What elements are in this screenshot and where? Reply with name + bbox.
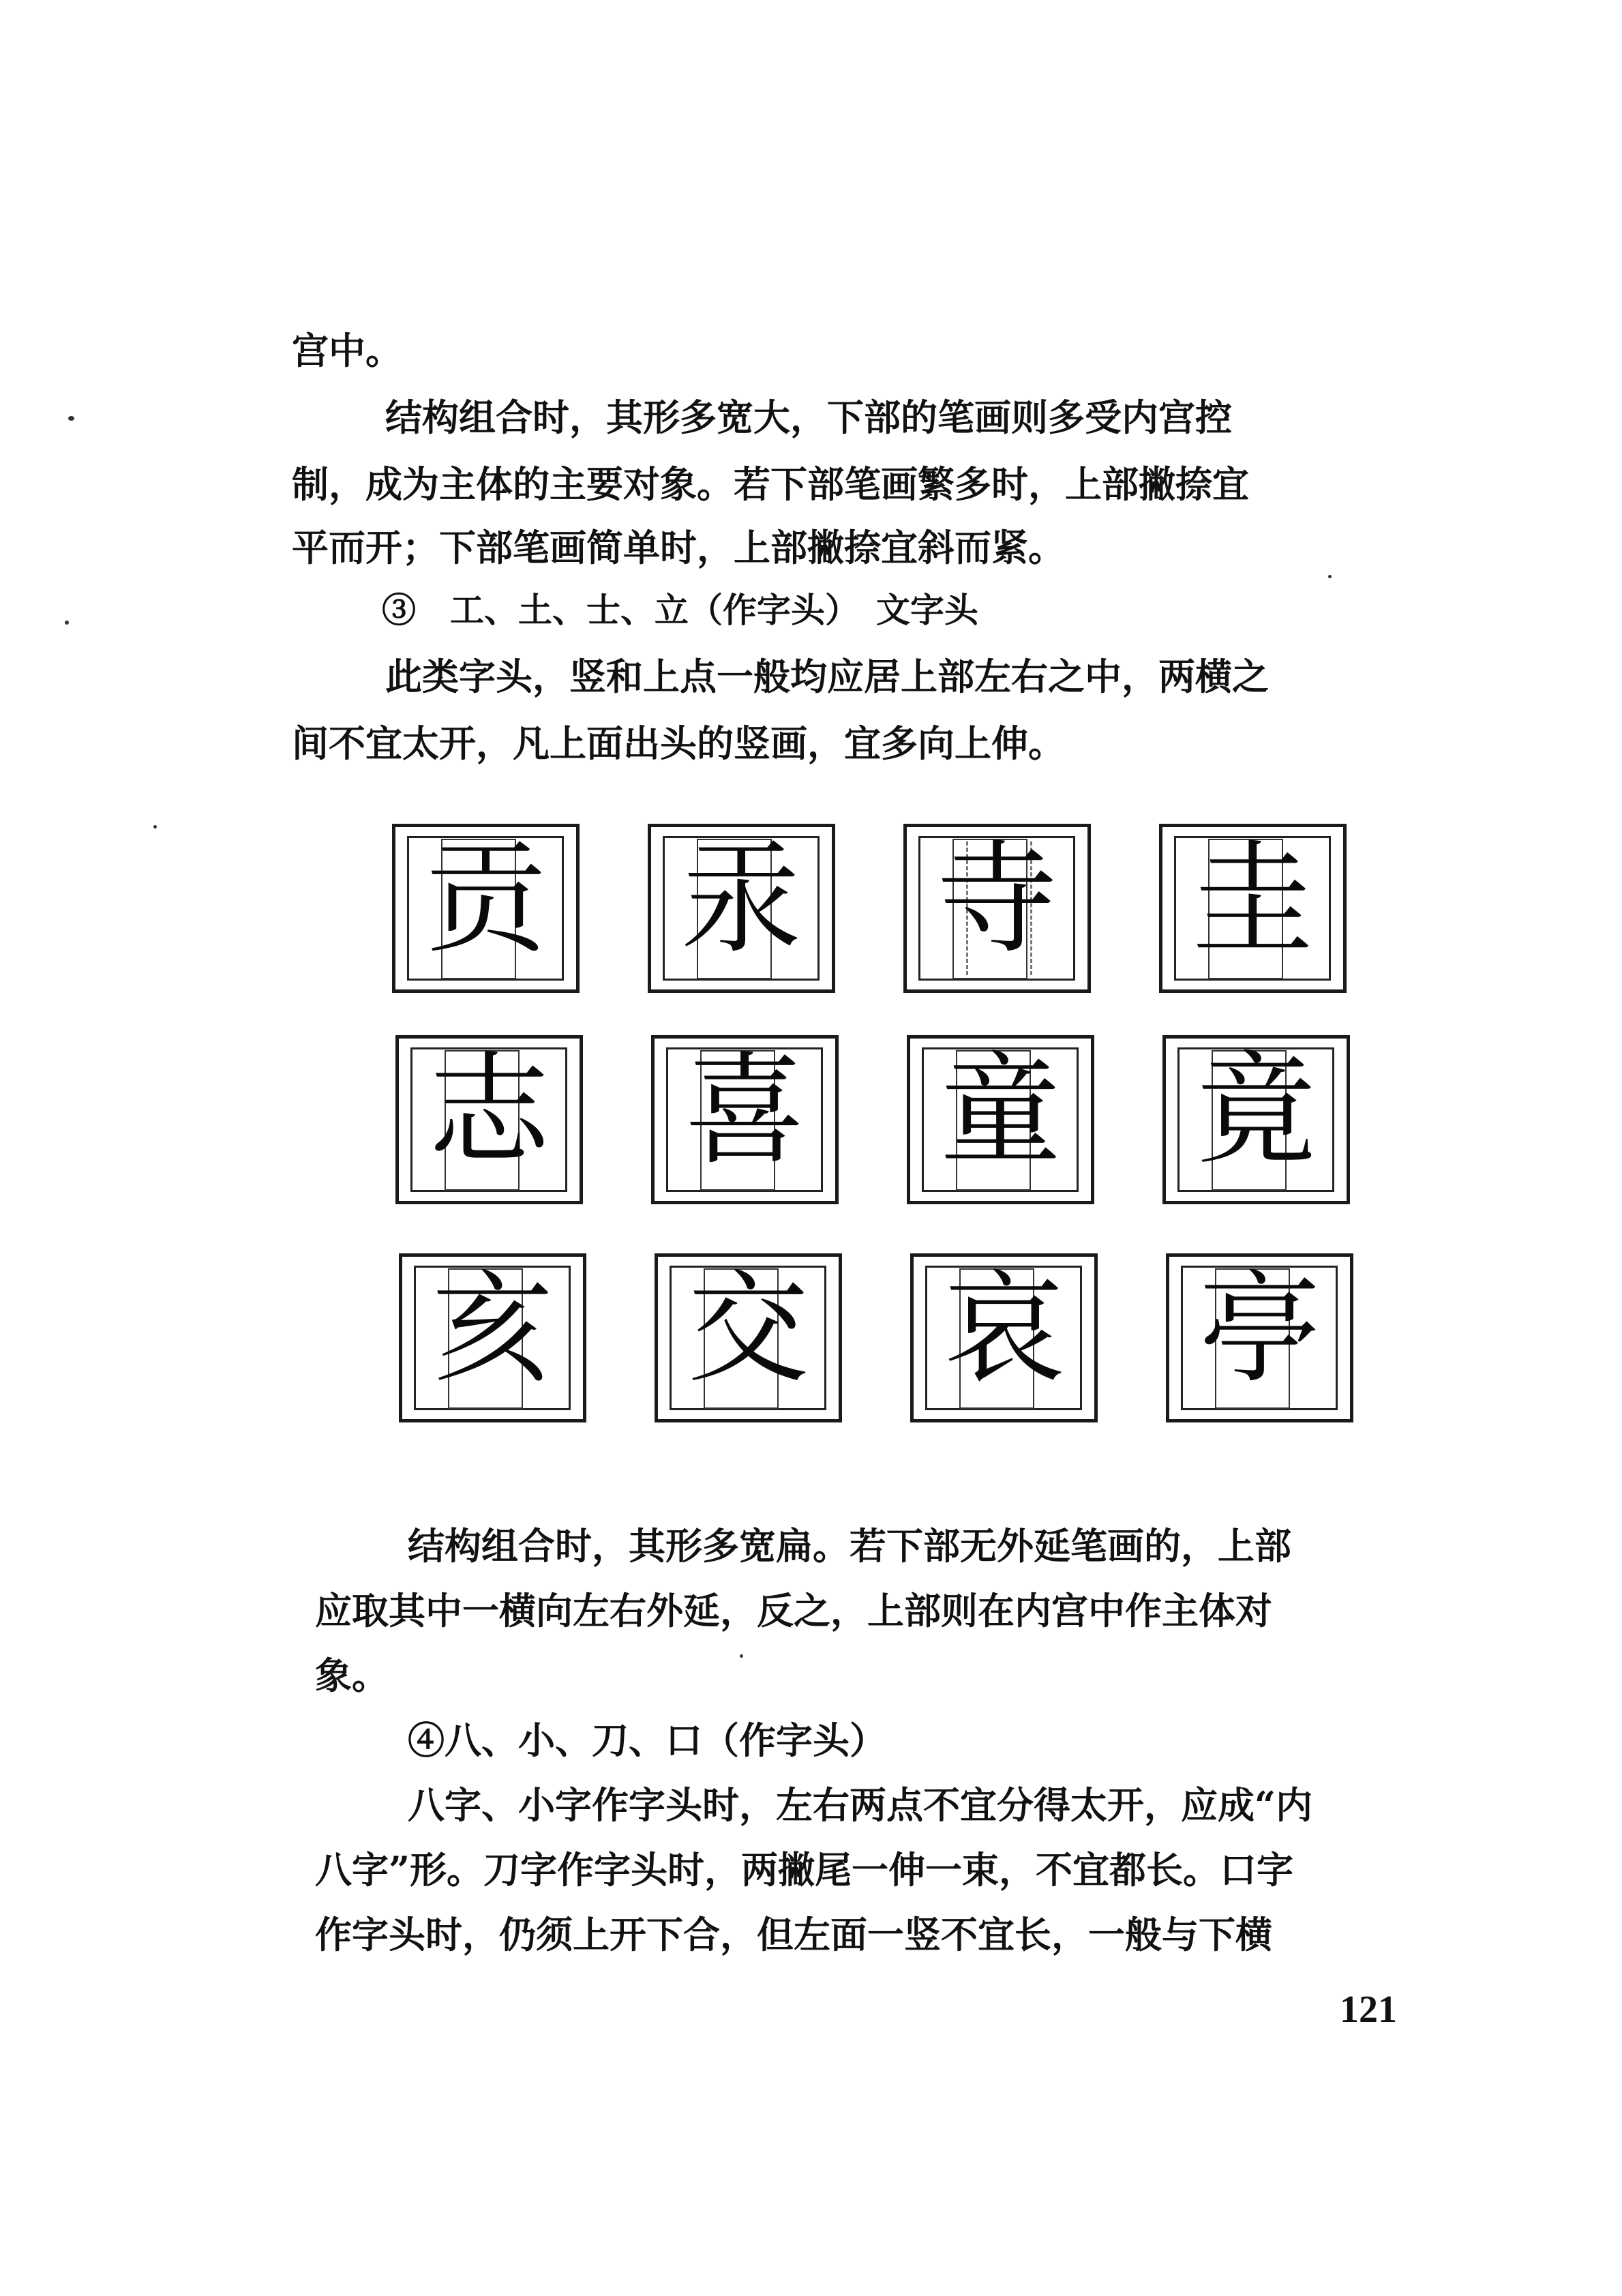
example-cell	[1162, 1035, 1350, 1204]
scan-speck	[65, 621, 69, 625]
text-line: 应取其中一横向左右外延，反之，上部则在内宫中作主体对	[315, 1589, 1272, 1632]
example-character: 亭	[1199, 1258, 1321, 1399]
text-line: 结构组合时，其形多宽大，下部的笔画则多受内宫控	[385, 396, 1232, 439]
text-line: 作字头时，仍须上开下合，但左面一竖不宜长，一般与下横	[315, 1913, 1272, 1956]
section-heading: ④八、小、刀、口（作字头）	[408, 1718, 886, 1762]
scan-speck	[153, 825, 157, 829]
example-cell	[399, 1253, 586, 1422]
text-line: 象。	[315, 1654, 389, 1697]
text-line: 此类字头，竖和上点一般均应居上部左右之中，两横之	[385, 655, 1269, 698]
example-cell	[655, 1253, 842, 1422]
section-heading: ③ 工、土、士、立（作字头） 文字头	[382, 590, 978, 630]
text-line: 间不宜太开，凡上面出头的竖画，宜多向上伸。	[292, 721, 1065, 765]
example-character: 志	[428, 1040, 550, 1181]
example-cell	[910, 1253, 1098, 1422]
example-cell	[907, 1035, 1094, 1204]
example-cell	[1159, 824, 1347, 993]
text-line: 平而开；下部笔画简单时，上部撇捺宜斜而紧。	[292, 526, 1065, 569]
example-character: 童	[940, 1040, 1062, 1181]
example-character: 竟	[1195, 1040, 1317, 1181]
example-character: 亥	[432, 1258, 554, 1399]
example-cell	[392, 824, 580, 993]
example-character: 哀	[943, 1258, 1065, 1399]
character-grid	[392, 824, 1360, 1424]
text-line: 结构组合时，其形多宽扁。若下部无外延笔画的，上部	[408, 1524, 1291, 1568]
example-character: 汞	[680, 829, 802, 970]
example-character: 喜	[684, 1040, 806, 1181]
scan-speck	[1328, 575, 1332, 578]
text-line: 宫中。	[292, 329, 402, 372]
text-line: 八字”形。刀字作字头时，两撇尾一伸一束，不宜都长。口字	[315, 1848, 1294, 1892]
scan-speck	[740, 1654, 743, 1658]
example-character: 贡	[425, 829, 547, 970]
example-cell	[395, 1035, 583, 1204]
scan-speck	[68, 416, 74, 421]
example-character: 交	[687, 1258, 809, 1399]
example-character: 寺	[936, 829, 1058, 970]
example-character: 圭	[1192, 829, 1314, 970]
example-cell	[1166, 1253, 1353, 1422]
example-cell	[651, 1035, 839, 1204]
text-line: 制，成为主体的主要对象。若下部笔画繁多时，上部撇捺宜	[292, 462, 1249, 506]
page-number: 121	[1340, 1988, 1397, 2031]
example-cell	[648, 824, 835, 993]
text-line: 八字、小字作字头时，左右两点不宜分得太开，应成“内	[408, 1783, 1313, 1827]
example-cell	[903, 824, 1091, 993]
